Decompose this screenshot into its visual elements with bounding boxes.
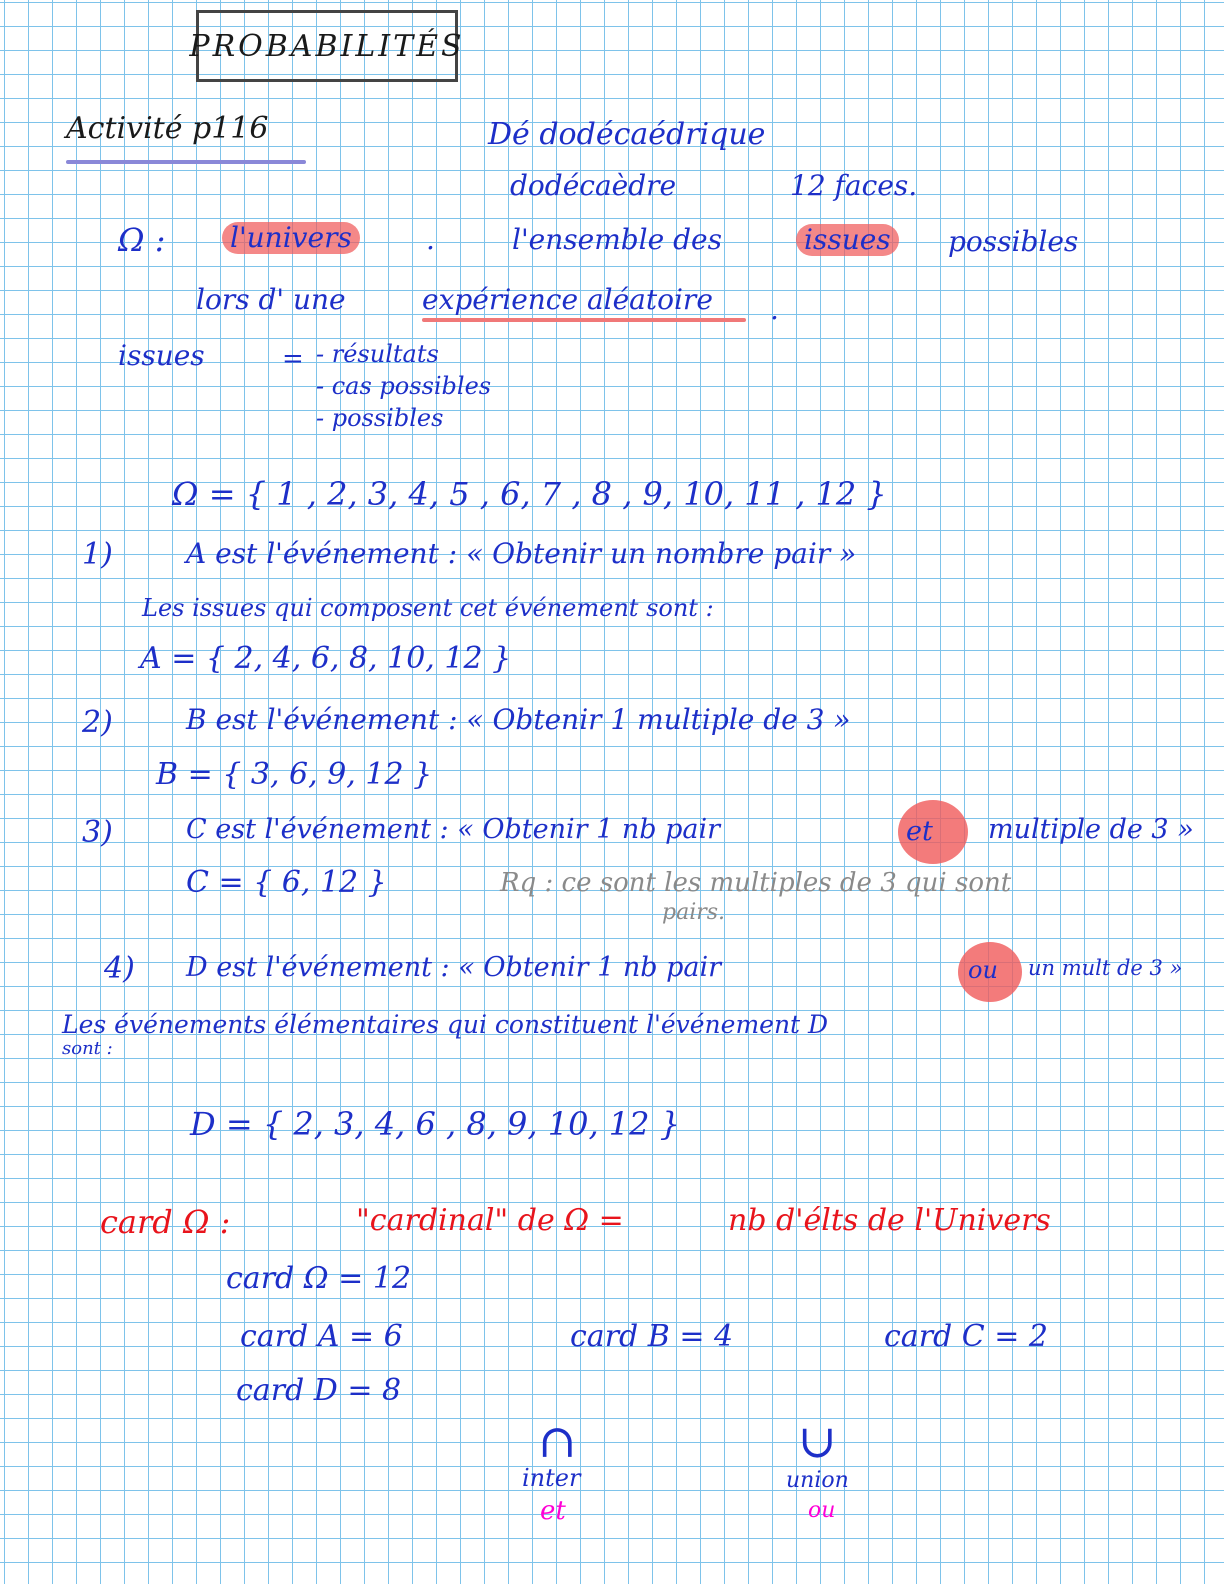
question-1-line2: Les issues qui composent cet événement sont :	[142, 594, 714, 622]
question-4-ou: ou	[968, 956, 998, 984]
union-icon: ∪	[798, 1414, 837, 1468]
possibles-word: possibles	[948, 225, 1079, 258]
question-2-text: B est l'événement : « Obtenir 1 multiple de 3 »	[186, 703, 851, 736]
card-a-value: card A = 6	[240, 1319, 403, 1354]
issues-item-2: - cas possibles	[316, 372, 492, 400]
omega-symbol: Ω :	[118, 221, 166, 259]
question-4-line3: sont :	[62, 1038, 113, 1059]
question-1-text: A est l'événement : « Obtenir un nombre pair »	[186, 537, 857, 570]
question-1-number: 1)	[82, 537, 113, 572]
union-word: union	[786, 1468, 849, 1493]
card-omega-value: card Ω = 12	[226, 1261, 412, 1296]
definition-dot: .	[426, 223, 435, 256]
union-meaning: ou	[808, 1498, 836, 1523]
definition-text: l'ensemble des	[512, 223, 722, 256]
activity-reference: Activité p116	[66, 111, 269, 146]
inter-word: inter	[522, 1464, 581, 1492]
issues-label: issues	[118, 339, 205, 372]
question-3-text-b: multiple de 3 »	[988, 814, 1194, 845]
univers-highlight: l'univers	[222, 222, 360, 254]
experience-aleatoire: expérience aléatoire	[422, 283, 713, 316]
activity-underline	[66, 160, 306, 164]
card-omega-label: card Ω :	[100, 1203, 231, 1241]
set-d: D = { 2, 3, 4, 6 , 8, 9, 10, 12 }	[190, 1105, 681, 1143]
card-b-value: card B = 4	[570, 1319, 734, 1354]
question-2-number: 2)	[82, 705, 113, 740]
page-title: PROBABILITÉS	[196, 10, 458, 82]
dodecahedron-word: dodécaèdre	[510, 169, 677, 202]
question-3-text-a: C est l'événement : « Obtenir 1 nb pair	[186, 814, 721, 845]
question-4-line2: Les événements élémentaires qui constituent l'événement D	[62, 1010, 829, 1039]
remark-text: Rq : ce sont les multiples de 3 qui sont	[500, 868, 1012, 898]
issues-item-1: - résultats	[316, 340, 439, 368]
die-description: Dé dodécaédrique	[488, 117, 766, 152]
experience-underline	[422, 318, 746, 322]
definition-end-dot: .	[770, 293, 779, 326]
intersection-icon: ∩	[538, 1414, 577, 1468]
set-a: A = { 2, 4, 6, 8, 10, 12 }	[140, 641, 512, 676]
question-4-number: 4)	[104, 951, 135, 986]
question-3-number: 3)	[82, 815, 113, 850]
issues-highlight: issues	[796, 224, 899, 256]
remark-text-2: pairs.	[662, 900, 726, 925]
set-c: C = { 6, 12 }	[186, 865, 387, 900]
inter-meaning: et	[540, 1496, 566, 1526]
card-c-value: card C = 2	[884, 1319, 1049, 1354]
card-definition-value: nb d'élts de l'Univers	[728, 1203, 1051, 1238]
question-4-text-b: un mult de 3 »	[1028, 956, 1183, 980]
lors-text: lors d' une	[196, 283, 346, 316]
issues-equals: =	[282, 344, 304, 374]
card-definition: "cardinal" de Ω =	[356, 1203, 624, 1238]
question-3-et: et	[906, 816, 933, 847]
faces-count: 12 faces.	[790, 169, 918, 202]
question-4-text-a: D est l'événement : « Obtenir 1 nb pair	[186, 952, 722, 983]
set-b: B = { 3, 6, 9, 12 }	[156, 757, 433, 792]
omega-set: Ω = { 1 , 2, 3, 4, 5 , 6, 7 , 8 , 9, 10, 11 , 12 }	[172, 475, 887, 513]
card-d-value: card D = 8	[236, 1373, 402, 1408]
issues-item-3: - possibles	[316, 404, 444, 432]
